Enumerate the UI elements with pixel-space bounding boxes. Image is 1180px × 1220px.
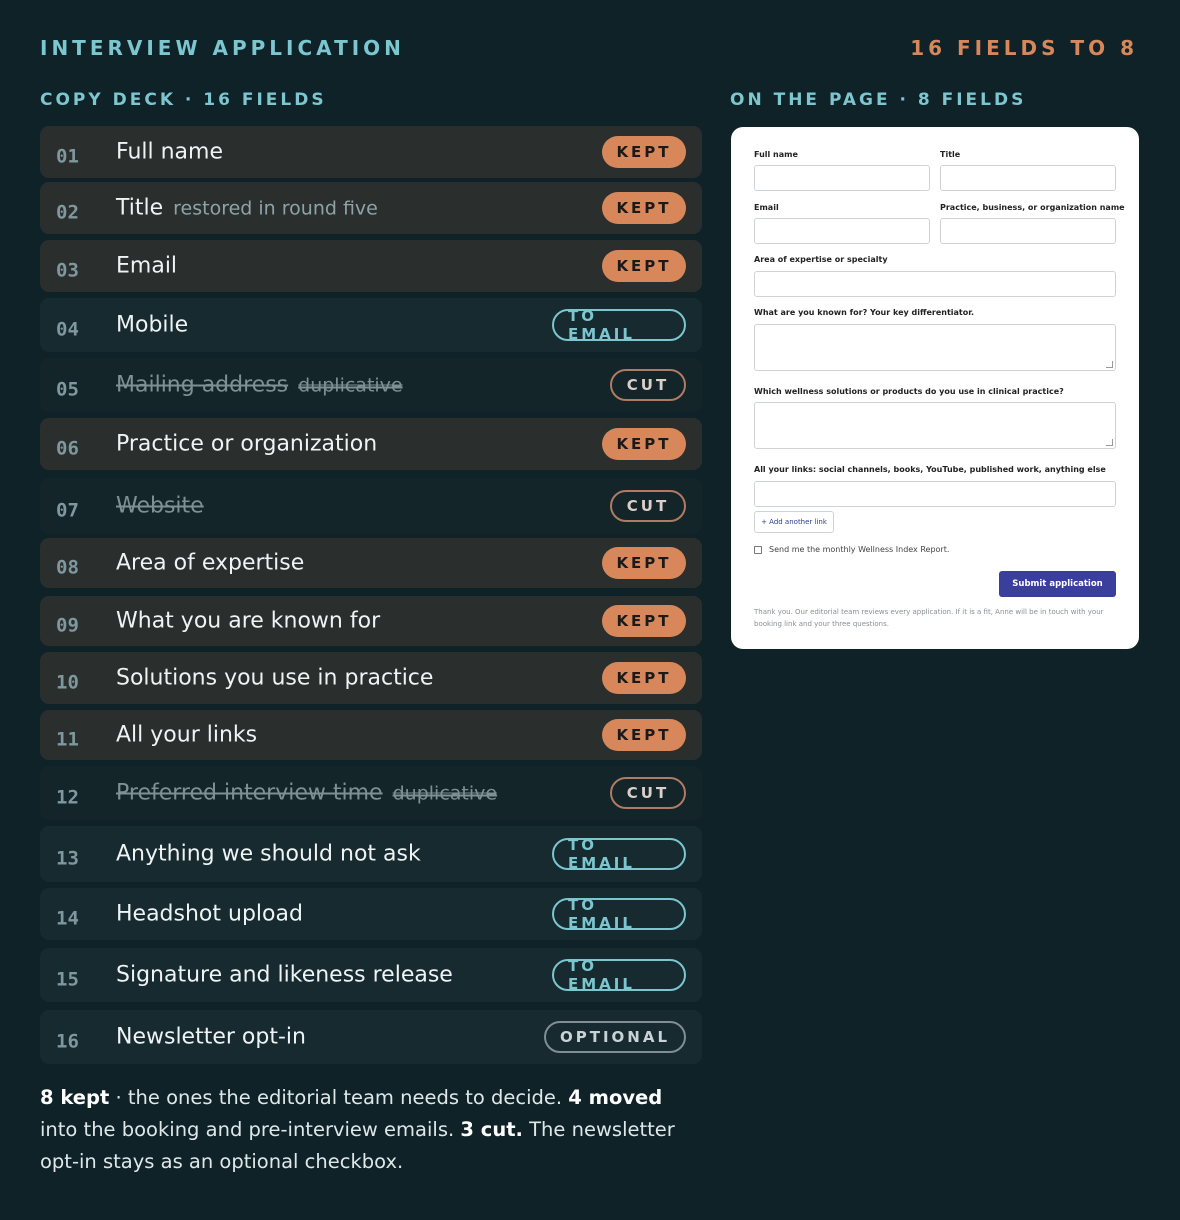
field-label: Area of expertise xyxy=(116,550,305,576)
field-label-group xyxy=(116,781,497,806)
summary-cut-text: The newsletter opt-in stays as an optional checkbox. xyxy=(40,1118,675,1173)
field-note: duplicative xyxy=(392,782,498,805)
field-label-group xyxy=(116,1025,306,1050)
field-number: 08 xyxy=(56,556,79,579)
field-label-group xyxy=(116,254,177,279)
field-note: duplicative xyxy=(298,374,403,397)
field-number: 05 xyxy=(56,378,79,401)
field-number: 16 xyxy=(56,1030,79,1053)
field-number: 09 xyxy=(56,614,79,637)
status-badge: OPTIONAL xyxy=(544,1021,686,1053)
status-badge: TO EMAIL xyxy=(552,898,686,930)
newsletter-label: Send me the monthly Wellness Index Report. xyxy=(769,545,950,554)
status-badge: KEPT xyxy=(602,136,686,168)
status-badge: KEPT xyxy=(602,719,686,751)
field-label-group xyxy=(116,551,304,576)
email-label: Email xyxy=(754,203,779,212)
summary-text xyxy=(40,1082,705,1178)
expertise-label: Area of expertise or specialty xyxy=(754,255,888,264)
field-label: Website xyxy=(116,493,204,519)
field-row xyxy=(40,596,702,646)
solutions-textarea[interactable] xyxy=(754,402,1116,449)
field-count-heading: 16 FIELDS TO 8 xyxy=(910,36,1138,60)
links-input[interactable] xyxy=(754,481,1116,507)
field-row xyxy=(40,358,702,412)
field-label-group xyxy=(116,609,380,634)
status-badge: KEPT xyxy=(602,428,686,460)
status-badge: KEPT xyxy=(602,605,686,637)
status-badge: KEPT xyxy=(602,547,686,579)
field-label-group xyxy=(116,723,257,748)
practice-label: Practice, business, or organization name xyxy=(940,203,1125,212)
known-for-textarea[interactable] xyxy=(754,324,1116,371)
status-badge: KEPT xyxy=(602,192,686,224)
status-badge: TO EMAIL xyxy=(552,838,686,870)
field-row xyxy=(40,478,702,534)
field-label-group xyxy=(116,902,303,927)
application-form-preview xyxy=(731,127,1139,649)
field-number: 12 xyxy=(56,786,79,809)
summary-cut: 3 cut. xyxy=(460,1118,523,1141)
field-number: 13 xyxy=(56,847,79,870)
field-number: 01 xyxy=(56,145,79,168)
field-number: 11 xyxy=(56,728,79,751)
field-number: 04 xyxy=(56,318,79,341)
field-label: Title xyxy=(116,195,164,221)
field-number: 14 xyxy=(56,907,79,930)
add-link-button[interactable]: + Add another link xyxy=(754,511,834,533)
full-name-input[interactable] xyxy=(754,165,930,191)
field-label: Signature and likeness release xyxy=(116,962,453,988)
field-number: 06 xyxy=(56,437,79,460)
field-label-group xyxy=(116,196,378,221)
field-label: What you are known for xyxy=(116,608,381,634)
field-row xyxy=(40,888,702,940)
field-label-group xyxy=(116,373,403,398)
expertise-input[interactable] xyxy=(754,271,1116,297)
status-badge: TO EMAIL xyxy=(552,309,686,341)
field-label: Practice or organization xyxy=(116,431,378,457)
status-badge: CUT xyxy=(610,490,686,522)
field-label-group xyxy=(116,842,421,867)
field-label-group xyxy=(116,666,433,691)
field-row xyxy=(40,126,702,178)
status-badge: TO EMAIL xyxy=(552,959,686,991)
field-label: Email xyxy=(116,253,178,279)
field-label: Anything we should not ask xyxy=(116,841,421,867)
field-label: Preferred interview time xyxy=(116,780,383,806)
field-number: 07 xyxy=(56,499,79,522)
field-row xyxy=(40,766,702,820)
field-number: 10 xyxy=(56,671,79,694)
field-row xyxy=(40,298,702,352)
submit-button[interactable]: Submit application xyxy=(999,571,1116,597)
field-row xyxy=(40,826,702,882)
field-row xyxy=(40,418,702,470)
summary-moved-text: into the booking and pre-interview emails. xyxy=(40,1118,461,1141)
thank-you-text: Thank you. Our editorial team reviews every application. If it is a fit, Anne will be in touch with your booking link and your three questions. xyxy=(754,608,1104,628)
field-label-group xyxy=(116,313,188,338)
field-label: Mailing address xyxy=(116,372,289,398)
field-label-group xyxy=(116,140,223,165)
field-number: 03 xyxy=(56,259,79,282)
field-label: All your links xyxy=(116,722,258,748)
field-label: Headshot upload xyxy=(116,901,303,927)
full-name-label: Full name xyxy=(754,150,798,159)
field-label-group xyxy=(116,494,204,519)
field-label: Mobile xyxy=(116,312,189,338)
practice-input[interactable] xyxy=(940,218,1116,244)
summary-kept: 8 kept xyxy=(40,1086,110,1109)
field-row xyxy=(40,240,702,292)
solutions-label: Which wellness solutions or products do you use in clinical practice? xyxy=(754,387,1064,396)
field-label: Full name xyxy=(116,139,224,165)
field-number: 02 xyxy=(56,201,79,224)
field-row xyxy=(40,710,702,760)
field-label: Solutions you use in practice xyxy=(116,665,434,691)
status-badge: KEPT xyxy=(602,662,686,694)
field-label-group xyxy=(116,432,377,457)
field-label-group xyxy=(116,963,453,988)
title-label: Title xyxy=(940,150,961,159)
field-row xyxy=(40,182,702,234)
on-page-heading: ON THE PAGE · 8 FIELDS xyxy=(730,90,1027,110)
title-input[interactable] xyxy=(940,165,1116,191)
field-label: Newsletter opt-in xyxy=(116,1024,306,1050)
status-badge: CUT xyxy=(610,369,686,401)
links-label: All your links: social channels, books, YouTube, published work, anything else xyxy=(754,465,1106,474)
field-note: restored in round five xyxy=(173,197,378,220)
field-row xyxy=(40,538,702,588)
email-input[interactable] xyxy=(754,218,930,244)
copy-deck-heading: COPY DECK · 16 FIELDS xyxy=(40,90,327,110)
status-badge: KEPT xyxy=(602,250,686,282)
known-for-label: What are you known for? Your key differentiator. xyxy=(754,308,975,317)
summary-moved: 4 moved xyxy=(568,1086,663,1109)
field-number: 15 xyxy=(56,968,79,991)
page-title: INTERVIEW APPLICATION xyxy=(40,36,405,60)
summary-kept-text: · the ones the editorial team needs to decide. xyxy=(109,1086,569,1109)
status-badge: CUT xyxy=(610,777,686,809)
field-row xyxy=(40,652,702,704)
field-row xyxy=(40,948,702,1002)
newsletter-checkbox[interactable] xyxy=(754,546,762,554)
field-row xyxy=(40,1010,702,1064)
